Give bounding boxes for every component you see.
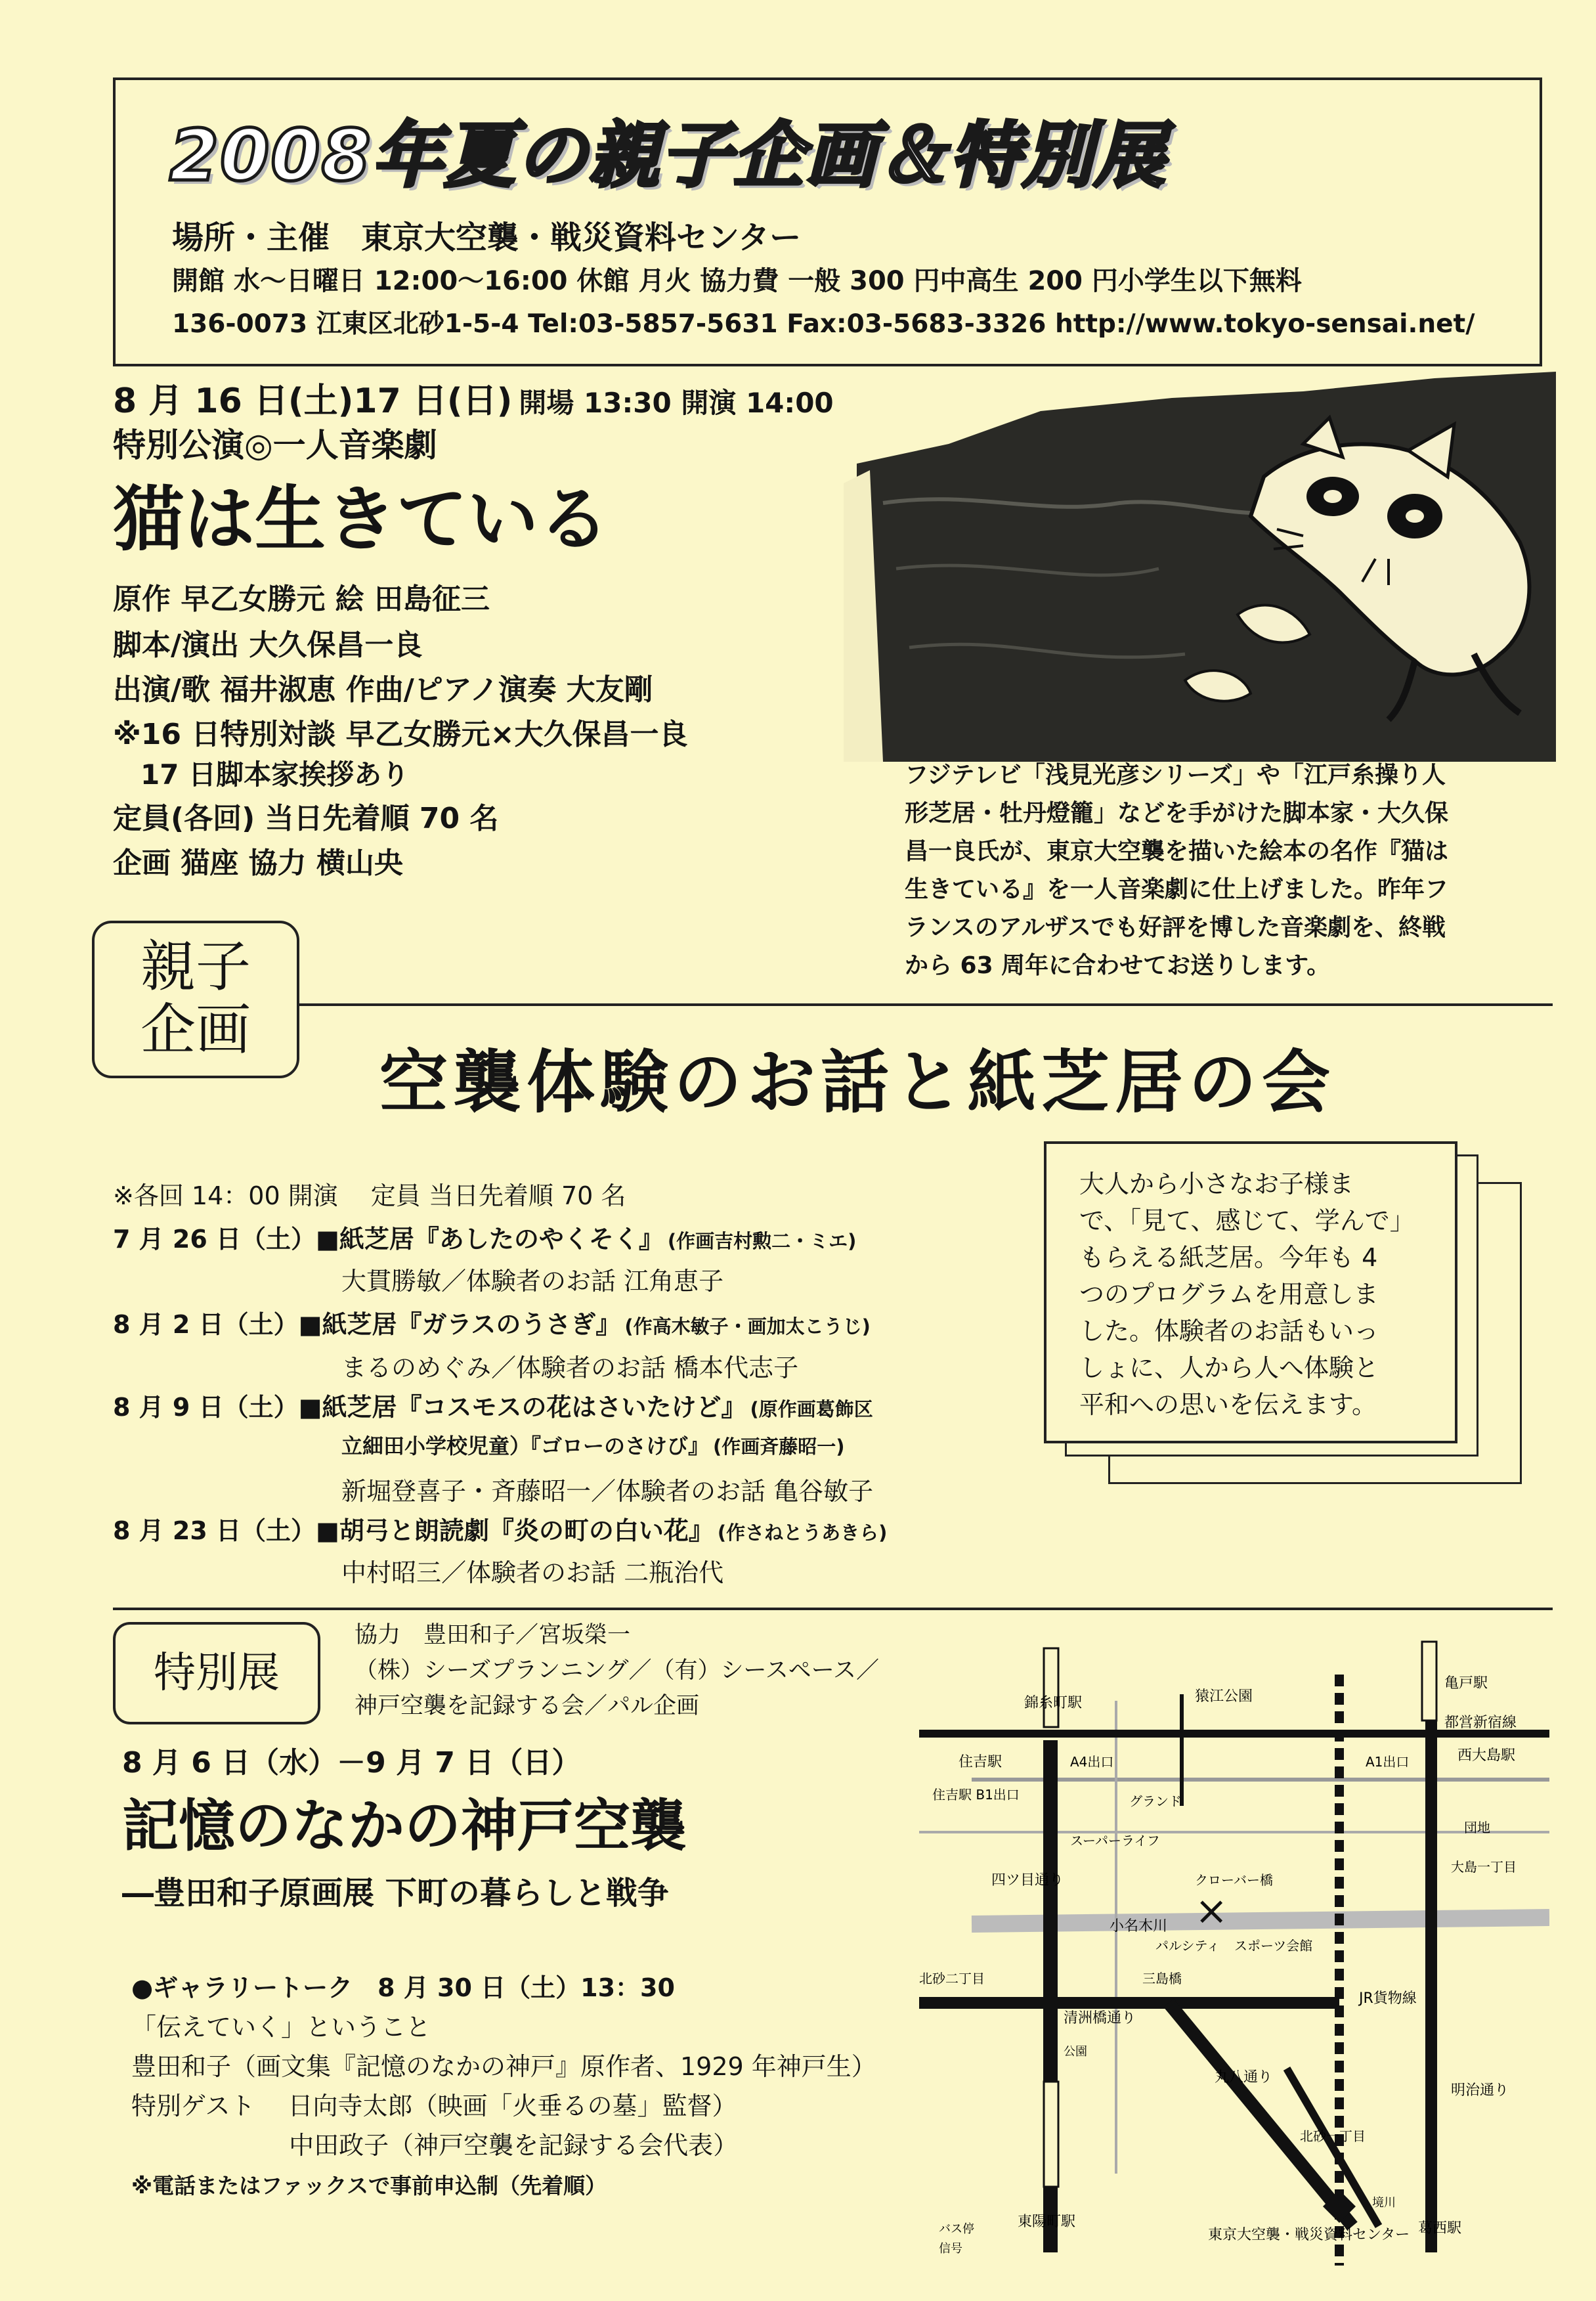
gallery-talk: 特別ゲスト 日向寺太郎（映画「火垂るの墓」監督） <box>131 2092 737 2120</box>
schedule-line <box>341 1434 845 1458</box>
map-label: 北砂一丁目 <box>1300 2128 1366 2144</box>
exhibit-coop: 協力 豊田和子／宮坂榮一 <box>355 1622 631 1648</box>
schedule-main: 8 月 2 日（土）■紙芝居『ガラスのうさぎ』 <box>113 1310 621 1339</box>
cat-illustration <box>844 372 1556 762</box>
schedule-credit: (作高木敏子・画加太こうじ) <box>624 1315 871 1338</box>
family-note: ※各回 14：00 開演 定員 当日先着順 70 名 <box>113 1181 626 1210</box>
map-label: スーパーライフ <box>1070 1833 1160 1849</box>
map-label: 大島一丁目 <box>1451 1859 1517 1875</box>
map-label: 東京大空襲・戦災資料センター <box>1208 2227 1410 2243</box>
gallery-talk: 中田政子（神戸空襲を記録する会代表） <box>131 2131 739 2160</box>
map-label: 住吉駅 <box>959 1754 1003 1770</box>
schedule-line <box>113 1393 873 1422</box>
performance-description: フジテレビ「浅見光彦シリーズ」や「江戸糸操り人 <box>905 762 1446 789</box>
schedule-main: 7 月 26 日（土）■紙芝居『あしたのやくそく』 <box>113 1225 664 1254</box>
box-text: しょに、人から人へ体験と <box>1079 1353 1379 1382</box>
performance-date-main: 8 月 16 日(土)17 日(日) <box>113 382 513 421</box>
box-text: もらえる紙芝居。今年も 4 <box>1079 1243 1378 1272</box>
performance-credit: 原作 早乙女勝元 絵 田島征三 <box>113 582 490 616</box>
performance-credit: ※16 日特別対談 早乙女勝元×大久保昌一良 <box>113 718 688 751</box>
map-label: 四ツ目通り <box>991 1872 1064 1889</box>
schedule-line: 中村昭三／体験者のお話 二瓶治代 <box>341 1558 724 1587</box>
map-label: 葛西駅 <box>1418 2220 1462 2237</box>
family-tag <box>92 921 299 1078</box>
header-hours: 開館 水～日曜日 12:00～16:00 休館 月火 協力費 一般 300 円中高生 200 円小学生以下無料 <box>172 266 1302 296</box>
family-tag-line2: 企画 <box>140 997 251 1062</box>
map-label: パルシティ <box>1155 1938 1220 1954</box>
schedule-line <box>113 1517 887 1546</box>
performance-description: 形芝居・牡丹燈籠」などを手がけた脚本家・大久保 <box>905 800 1449 827</box>
exhibit-coop: 神戸空襲を記録する会／パル企画 <box>355 1693 700 1719</box>
exhibit-tag-label: 特別展 <box>154 1649 280 1698</box>
map-label: 団地 <box>1464 1820 1490 1835</box>
schedule-line <box>113 1225 856 1254</box>
schedule-credit: (作画吉村勲二・ミエ) <box>667 1230 857 1252</box>
map-label: 清洲橋通り <box>1064 2010 1136 2027</box>
schedule-credit: (原作画葛飾区 <box>750 1398 873 1420</box>
map-label: 錦糸町駅 <box>1024 1695 1083 1711</box>
performance-credit: 企画 猫座 協力 横山央 <box>113 846 403 880</box>
schedule-credit: (作さねとうあきら) <box>717 1522 888 1544</box>
gallery-talk: 豊田和子（画文集『記憶のなかの神戸』原作者、1929 年神戸生） <box>131 2052 876 2081</box>
performance-description: から 63 周年に合わせてお送りします。 <box>905 952 1331 979</box>
map-label: 明治通り <box>1451 2082 1509 2099</box>
gallery-talk: 「伝えていく」ということ <box>131 2013 431 2042</box>
map-label: 亀戸駅 <box>1444 1675 1488 1692</box>
map-label: 都営新宿線 <box>1444 1715 1517 1731</box>
map-label: 小名木川 <box>1110 1918 1168 1935</box>
performance-title: 猫は生きている <box>113 479 610 561</box>
map-label: 公園 <box>1064 2045 1087 2059</box>
gallery-talk: ●ギャラリートーク 8 月 30 日（土）13：30 <box>131 1973 675 2002</box>
performance-credit: 脚本/演出 大久保昌一良 <box>113 628 423 662</box>
box-text: 平和への思いを伝えます。 <box>1079 1390 1377 1419</box>
performance-description: 生きている』を一人音楽劇に仕上げました。昨年フ <box>905 876 1449 903</box>
performance-times: 開場 13:30 開演 14:00 <box>519 387 834 419</box>
box-text: 大人から小さなお子様ま <box>1079 1170 1354 1198</box>
banner-title: 2008年夏の親子企画＆特別展 <box>169 115 1167 197</box>
header-venue: 場所・主催 東京大空襲・戦災資料センター <box>172 219 802 256</box>
box-text: つのプログラムを用意しま <box>1079 1280 1379 1309</box>
schedule-line: まるのめぐみ／体験者のお話 橋本代志子 <box>341 1353 799 1382</box>
map-river <box>972 1918 1549 1924</box>
exhibit-date: 8 月 6 日（水）－9 月 7 日（日） <box>122 1746 581 1780</box>
map-label: クローバー橋 <box>1195 1872 1273 1888</box>
box-text: した。体験者のお話もいっ <box>1079 1317 1379 1346</box>
access-map <box>919 1635 1549 2266</box>
performance-description: 昌一良氏が、東京大空襲を描いた絵本の名作『猫は <box>905 838 1449 865</box>
box-text: で、「見て、感じて、学んで」 <box>1079 1206 1415 1235</box>
map-label: 西大島駅 <box>1457 1747 1516 1764</box>
map-route <box>1169 2003 1352 2226</box>
map-label: グランド <box>1129 1793 1182 1809</box>
exhibit-coop: （株）シーズプランニング／（有）シースペース／ <box>355 1657 880 1684</box>
section-divider <box>113 1608 1553 1610</box>
map-label: A4出口 <box>1070 1754 1114 1770</box>
exhibit-subtitle: ―豊田和子原画展 下町の暮らしと戦争 <box>122 1875 669 1912</box>
map-label: A1出口 <box>1366 1754 1410 1770</box>
performance-subtitle: 特別公演◎一人音楽劇 <box>113 426 437 464</box>
section-divider <box>299 1003 1553 1006</box>
map-label: 住吉駅 B1出口 <box>932 1787 1020 1803</box>
map-station-box <box>1422 1642 1436 1720</box>
exhibit-title: 記憶のなかの神戸空襲 <box>122 1793 687 1859</box>
map-label: 猿江公園 <box>1195 1688 1253 1705</box>
map-legend-signal: 信号 <box>939 2242 962 2256</box>
map-station-box <box>1044 1648 1058 1727</box>
map-label: 丸八通り <box>1215 2069 1273 2086</box>
schedule-main: 8 月 9 日（土）■紙芝居『コスモスの花はさいたけど』 <box>113 1393 746 1422</box>
map-label: 北砂二丁目 <box>919 1971 985 1986</box>
gallery-talk: ※電話またはファックスで事前申込制（先着順） <box>131 2173 607 2199</box>
header-address: 136-0073 江東区北砂1-5-4 Tel:03-5857-5631 Fax:03-5683-3326 http://www.tokyo-sensai.net/ <box>172 309 1475 339</box>
map-label: 境川 <box>1372 2196 1396 2210</box>
schedule-line: 大貫勝敏／体験者のお話 江角恵子 <box>341 1267 724 1296</box>
family-tag-line1: 親子 <box>140 934 251 999</box>
performance-credit: 17 日脚本家挨拶あり <box>113 758 410 791</box>
exhibit-tag <box>113 1622 320 1724</box>
performance-credit: 出演/歌 福井淑恵 作曲/ピアノ演奏 大友剛 <box>113 673 653 707</box>
schedule-line: 新堀登喜子・斉藤昭一／体験者のお話 亀谷敏子 <box>341 1477 874 1506</box>
performance-date <box>113 382 834 422</box>
schedule-main: 立細田小学校児童）『ゴローのさけび』 <box>341 1434 710 1458</box>
map-label: スポーツ会館 <box>1234 1938 1313 1954</box>
schedule-main: 8 月 23 日（土）■胡弓と朗読劇『炎の町の白い花』 <box>113 1516 714 1545</box>
schedule-credit: (作画斉藤昭一) <box>713 1435 845 1458</box>
map-label: 三島橋 <box>1142 1971 1182 1986</box>
map-label: JR貨物線 <box>1359 1990 1417 2007</box>
schedule-line <box>113 1311 871 1340</box>
map-station-box <box>1044 2082 1058 2187</box>
performance-description: ランスのアルザスでも好評を博した音楽劇を、終戦 <box>905 914 1446 941</box>
family-info-box <box>1044 1141 1457 1443</box>
map-legend-bus: バス停 <box>939 2222 974 2236</box>
map-label: 東陽町駅 <box>1018 2214 1076 2230</box>
map-crossing-mark: × <box>1195 1888 1228 1934</box>
performance-credit: 定員(各回) 当日先着順 70 名 <box>113 802 499 835</box>
family-title: 空襲体験のお話と紙芝居の会 <box>379 1041 1336 1122</box>
